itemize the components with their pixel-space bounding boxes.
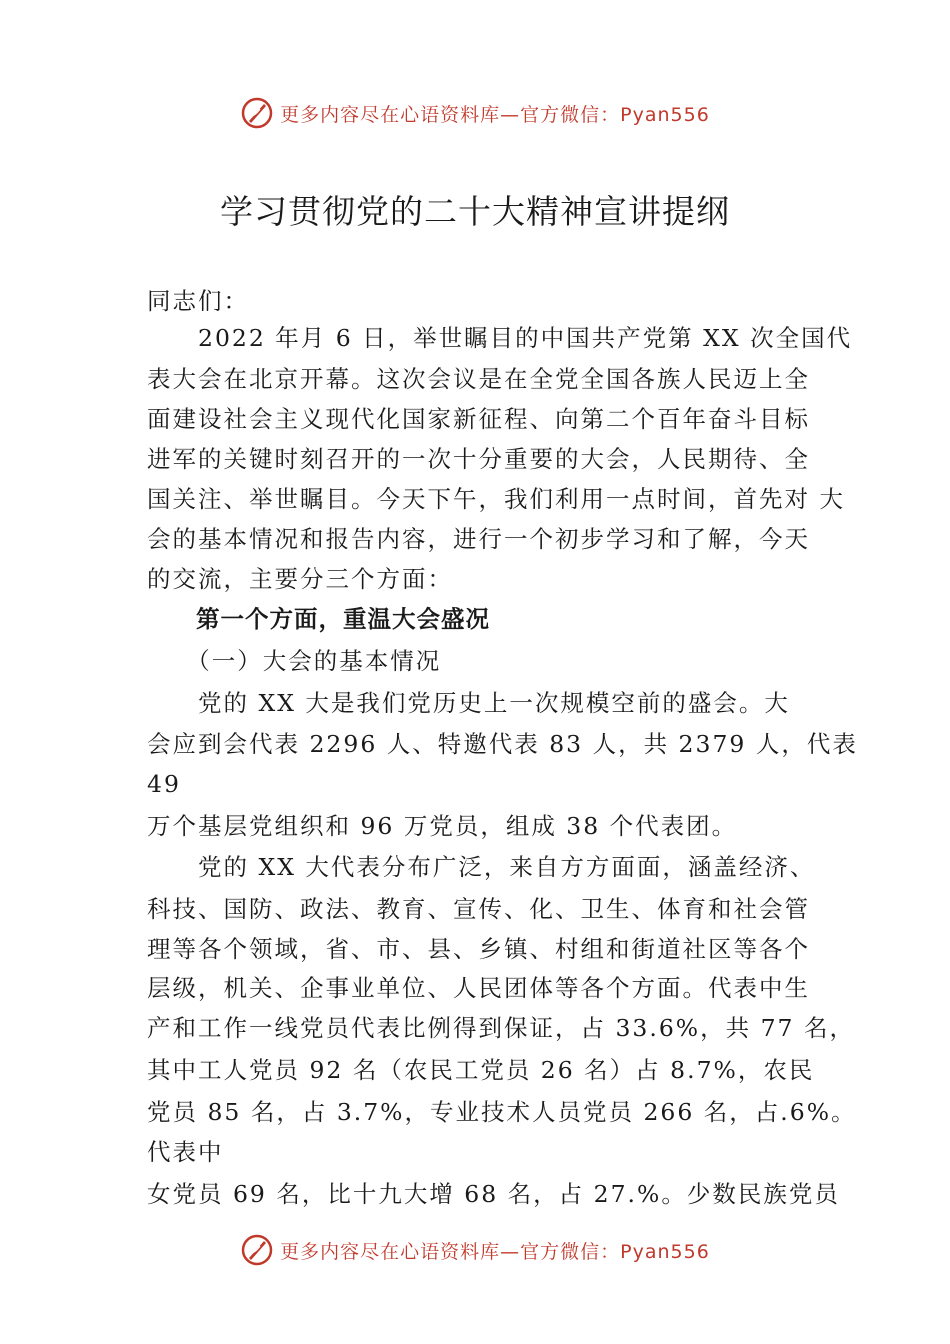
paragraph-line: 科技、国防、政法、教育、宣传、化、卫生、体育和社会管: [147, 895, 810, 923]
paragraph-line: 万个基层党组织和 96 万党员，组成 38 个代表团。: [147, 812, 738, 840]
paragraph-line: 党员 85 名，占 3.7%，专业技术人员党员 266 名，占.6%。: [147, 1098, 857, 1126]
paragraph-line: 其中工人党员 92 名（农民工党员 26 名）占 8.7%，农民: [147, 1056, 815, 1084]
paragraph-line: 代表中: [147, 1138, 224, 1166]
paragraph-line: 产和工作一线党员代表比例得到保证，占 33.6%，共 77 名，: [147, 1014, 855, 1042]
section-heading: 第一个方面，重温大会盛况: [147, 605, 490, 633]
paragraph-line: 会的基本情况和报告内容，进行一个初步学习和了解，今天: [147, 525, 810, 553]
watermark-footer: [0, 1233, 950, 1267]
paragraph-line: 党的 XX 大是我们党历史上一次规模空前的盛会。大: [147, 689, 790, 717]
paragraph-line: 面建设社会主义现代化国家新征程、向第二个百年奋斗目标: [147, 405, 810, 433]
salutation: 同志们：: [147, 287, 249, 315]
paragraph-line: 的交流，主要分三个方面：: [147, 565, 453, 593]
paragraph-line: 进军的关键时刻召开的一次十分重要的大会，人民期待、全: [147, 445, 810, 473]
paragraph-line: 2022 年月 6 日，举世瞩目的中国共产党第 XX 次全国代: [147, 324, 853, 352]
subsection-heading: （一）大会的基本情况: [147, 647, 442, 675]
paragraph-line: 层级，机关、企事业单位、人民团体等各个方面。代表中生: [147, 974, 810, 1002]
quill-logo-icon: [240, 1233, 274, 1267]
quill-logo-icon: [240, 96, 274, 130]
paragraph-line: 国关注、举世瞩目。今天下午，我们利用一点时间，首先对 大: [147, 485, 845, 513]
paragraph-line: 表大会在北京开幕。这次会议是在全党全国各族人民迈上全: [147, 365, 810, 393]
document-title: 学习贯彻党的二十大精神宣讲提纲: [220, 192, 730, 231]
watermark-text: 更多内容尽在心语资料库—官方微信：Pyan556: [280, 1240, 710, 1263]
watermark-header: [0, 96, 950, 130]
paragraph-line: 理等各个领域，省、市、县、乡镇、村组和街道社区等各个: [147, 935, 810, 963]
paragraph-line: 党的 XX 大代表分布广泛，来自方方面面，涵盖经济、: [147, 853, 816, 881]
paragraph-line: 会应到会代表 2296 人、特邀代表 83 人，共 2379 人，代表: [147, 730, 858, 758]
paragraph-line: 49: [147, 770, 181, 798]
watermark-text: 更多内容尽在心语资料库—官方微信：Pyan556: [280, 103, 710, 126]
paragraph-line: 女党员 69 名，比十九大增 68 名，占 27.%。少数民族党员: [147, 1180, 840, 1208]
